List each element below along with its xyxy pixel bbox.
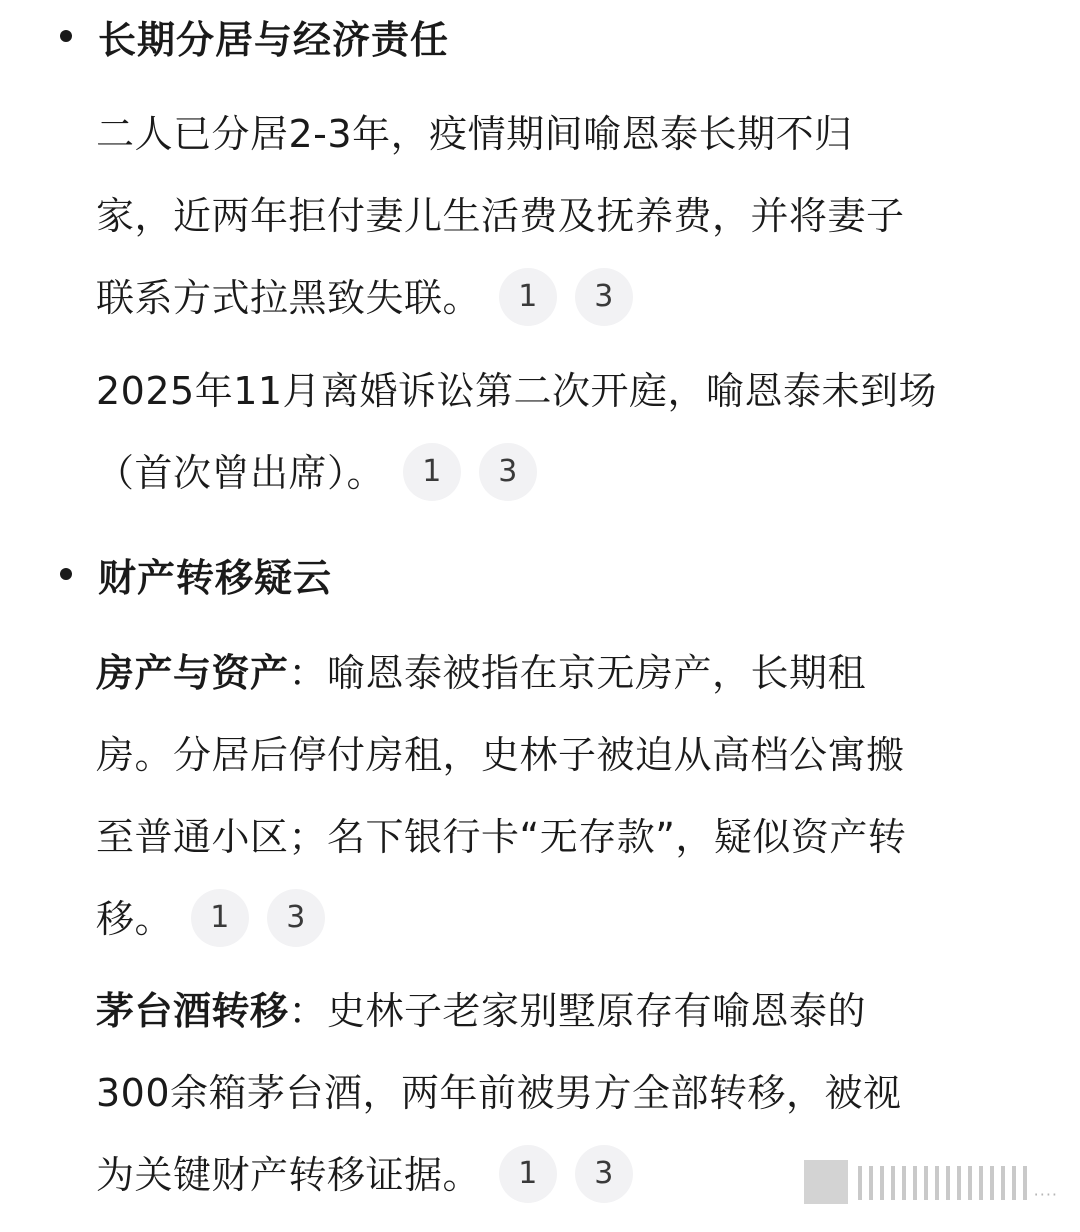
paragraph-divorce-hearing [96,350,1026,514]
bullet-icon [60,30,72,42]
label-separator: ： [288,989,328,1033]
citation-group [191,889,343,947]
citation-badge[interactable]: 1 [191,889,249,947]
paragraph-line [96,257,1026,339]
section-heading-asset-transfer [60,544,332,604]
paragraph-line-text: 联系方式拉黑致失联。 [96,276,482,320]
paragraph-line: 家，近两年拒付妻儿生活费及抚养费，并将妻子 [96,194,905,238]
paragraph-line: 至普通小区；名下银行卡“无存款”，疑似资产转 [96,815,907,859]
citation-group [403,443,555,501]
paragraph-line [96,970,1026,1052]
paragraph-line-text: （首次曾出席）。 [96,451,386,495]
citation-group [499,1145,651,1203]
watermark-bars-icon [858,1164,1034,1200]
watermark-logo [804,1160,1058,1204]
paragraph-label: 房产与资产 [96,651,289,695]
paragraph-line-text: 为关键财产转移证据。 [96,1153,482,1197]
watermark-square-icon [804,1160,848,1204]
paragraph-line [96,432,1026,514]
section-heading-long-term-separation [60,6,449,66]
citation-badge[interactable]: 3 [267,889,325,947]
bullet-icon [60,568,72,580]
citation-badge[interactable]: 3 [479,443,537,501]
citation-badge[interactable]: 3 [575,1145,633,1203]
section-title: 财产转移疑云 [98,555,333,600]
paragraph-line: 2025年11月离婚诉讼第二次开庭，喻恩泰未到场 [96,369,938,413]
citation-badge[interactable]: 1 [403,443,461,501]
citation-group [499,268,651,326]
paragraph-separation [96,93,1026,339]
citation-badge[interactable]: 1 [499,268,557,326]
paragraph-line [96,632,1026,714]
paragraph-line: 300余箱茅台酒，两年前被男方全部转移，被视 [96,1071,902,1115]
watermark-dots: ···· [1033,1185,1058,1204]
paragraph-line: 二人已分居2-3年，疫情期间喻恩泰长期不归 [96,112,853,156]
paragraph-property-assets [96,632,1026,960]
paragraph-line-text: 喻恩泰被指在京无房产，长期租 [327,651,867,695]
paragraph-line: 房。分居后停付房租，史林子被迫从高档公寓搬 [96,733,905,777]
citation-badge[interactable]: 1 [499,1145,557,1203]
paragraph-line-text: 史林子老家别墅原存有喻恩泰的 [327,989,867,1033]
paragraph-line [96,878,1026,960]
citation-badge[interactable]: 3 [575,268,633,326]
section-title: 长期分居与经济责任 [98,17,450,62]
label-separator: ： [288,651,328,695]
paragraph-label: 茅台酒转移 [96,989,289,1033]
paragraph-line-text: 移。 [96,897,174,941]
